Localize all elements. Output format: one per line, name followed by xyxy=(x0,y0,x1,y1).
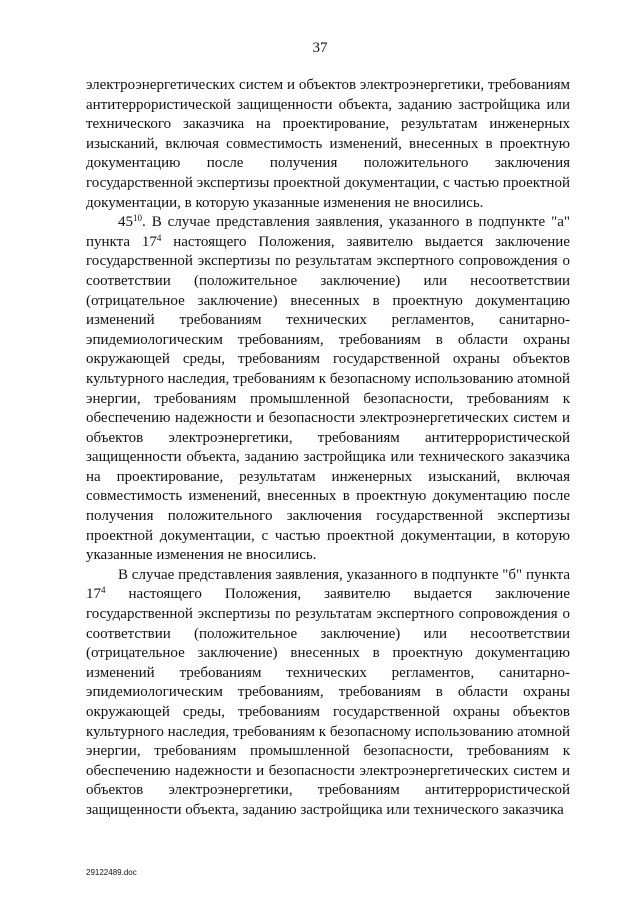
paragraph-lead: . В случае представления заявления, указанного в подпункте "а" пункта 17 xyxy=(86,214,570,250)
reference-superscript: 4 xyxy=(101,585,106,596)
item-number: 45 xyxy=(118,214,133,231)
paragraph-text: настоящего Положения, заявителю выдается заключение государственной экспертизы по результатам экспертного сопровождения о соответствии (положительное заключение) или несоответствии (отрицательное заключение) внесенных в проектную документацию изменений требованиям технических регламентов, санитарно-эпидемиологическим требованиям, требованиям в области охраны окружающей среды, требованиям государственной охраны объектов культурного наследия, требованиям к безопасному использованию атомной энергии, требованиям промышленной безопасности, требованиям к обеспечению надежности и безопасности электроэнергетических систем и объектов электроэнергетики, требованиям антитеррористической защищенности объекта, заданию застройщика или технического заказчика на проектирование, результатам инженерных изысканий, включая совместимость изменений, внесенных в проектную документацию после получения положительного заключения государственной экспертизы проектной документации, с частью проектной документации, в которую указанные изменения не вносились. xyxy=(86,233,570,564)
paragraph-lead: В случае представления заявления, указанного в подпункте "б" пункта 17 xyxy=(86,566,570,603)
reference-superscript: 4 xyxy=(156,232,162,243)
paragraph-continuation xyxy=(86,76,570,213)
footer-filename: 29122489.doc xyxy=(86,868,137,877)
paragraph-text: электроэнергетических систем и объектов электроэнергетики, требованиям антитеррористической защищенности объекта, заданию застройщика или технического заказчика на проектирование, результатам инженерных изысканий, включая совместимость изменений, внесенных в проектную документацию после получения положительного заключения государственной экспертизы проектной документации, с частью проектной документации, в которую указанные изменения не вносились. xyxy=(86,77,570,211)
page-number: 37 xyxy=(312,40,328,56)
paragraph-case-b xyxy=(86,566,570,821)
paragraph-text: настоящего Положения, заявителю выдается заключение государственной экспертизы по результатам экспертного сопровождения о соответствии (положительное заключение) или несоответствии (отрицательное заключение) внесенных в проектную документацию изменений требованиям технических регламентов, санитарно-эпидемиологическим требованиям, требованиям в области охраны окружающей среды, требованиям государственной охраны объектов культурного наследия, требованиям к безопасному использованию атомной энергии, требованиям промышленной безопасности, требованиям к обеспечению надежности и безопасности электроэнергетических систем и объектов электроэнергетики, требованиям антитеррористической защищенности объекта, заданию застройщика или технического заказчика xyxy=(86,586,570,818)
paragraph-item-45-10 xyxy=(86,213,570,566)
item-number-superscript: 10 xyxy=(133,213,142,224)
document-body xyxy=(86,76,570,821)
